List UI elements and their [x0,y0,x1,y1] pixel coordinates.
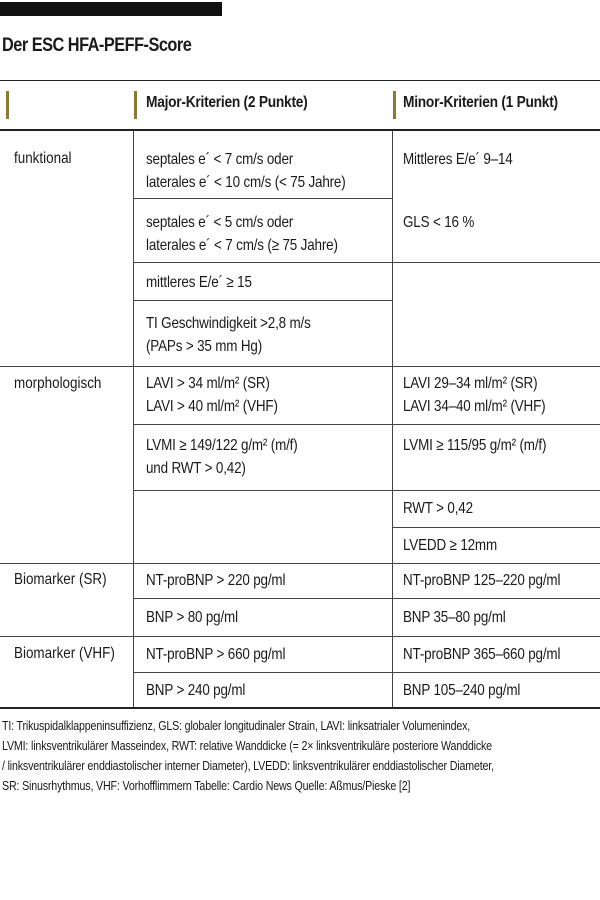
category-funktional: funktional [14,150,72,167]
table-cell: (PAPs > 35 mm Hg) [146,338,263,355]
table-cell: mittleres E/e´ ≥ 15 [146,274,252,291]
footnote-line: / linksventrikulärer enddiastolischer interner Diameter), LVEDD: linksventrikulärer enddiastolischer Diameter, [2,758,494,773]
col-line-2 [392,131,393,708]
top-black-bar [0,2,222,16]
category-biomarker-vhf: Biomarker (VHF) [14,645,115,662]
table-cell: BNP 35–80 pg/ml [403,609,506,626]
category-morphologisch: morphologisch [14,375,102,392]
row-line [392,527,600,528]
footnote-line: SR: Sinusrhythmus, VHF: Vorhofflimmern Tabelle: Cardio News Quelle: Aßmus/Pieske [2] [2,778,411,793]
table-cell: LAVI > 40 ml/m² (VHF) [146,398,278,415]
table-cell: NT-proBNP > 220 pg/ml [146,572,286,589]
table-cell: septales e´ < 7 cm/s oder [146,151,294,168]
col-line-1 [133,131,134,708]
header-accent-left [6,91,9,119]
table-cell: und RWT > 0,42) [146,460,246,477]
row-line [133,672,600,673]
table-cell: LVMI ≥ 115/95 g/m² (m/f) [403,437,547,454]
table-cell: NT-proBNP > 660 pg/ml [146,646,286,663]
table-cell: septales e´ < 5 cm/s oder [146,214,294,231]
category-biomarker-sr: Biomarker (SR) [14,571,107,588]
row-line [133,598,600,599]
table-cell: GLS < 16 % [403,214,475,231]
row-line [0,636,600,637]
header-accent-major [134,91,137,119]
row-line [133,490,600,491]
row-line [0,563,600,564]
table-cell: BNP 105–240 pg/ml [403,682,521,699]
footnote [2,716,576,796]
row-line [133,300,393,301]
header-top-rule [0,80,600,81]
table-cell: Mittleres E/e´ 9–14 [403,151,513,168]
table-cell: BNP > 240 pg/ml [146,682,246,699]
footnote-line: LVMI: linksventrikulärer Masseindex, RWT: relative Wanddicke (= 2× linksventrikuläre posteriore Wanddicke [2,738,492,753]
header-major: Major-Kriterien (2 Punkte) [146,94,308,111]
header-accent-minor [393,91,396,119]
row-line [133,262,600,263]
table-bottom-rule [0,707,600,709]
table-cell: TI Geschwindigkeit >2,8 m/s [146,315,311,332]
table-cell: NT-proBNP 125–220 pg/ml [403,572,561,589]
table-cell: LAVI 34–40 ml/m² (VHF) [403,398,546,415]
table-cell: LVEDD ≥ 12mm [403,537,497,554]
table-cell: NT-proBNP 365–660 pg/ml [403,646,561,663]
row-line [133,424,600,425]
table-cell: LAVI > 34 ml/m² (SR) [146,375,270,392]
footnote-line: TI: Trikuspidalklappeninsuffizienz, GLS: globaler longitudinaler Strain, LAVI: linksatrialer Volumenindex, [2,718,471,733]
table-cell: laterales e´ < 7 cm/s (≥ 75 Jahre) [146,237,338,254]
page-title: Der ESC HFA-PEFF-Score [2,35,192,56]
row-line [133,198,393,199]
table-cell: LAVI 29–34 ml/m² (SR) [403,375,538,392]
table-cell: RWT > 0,42 [403,500,473,517]
table-cell: BNP > 80 pg/ml [146,609,238,626]
table-cell: laterales e´ < 10 cm/s (< 75 Jahre) [146,174,346,191]
row-line [0,366,600,367]
header-bottom-rule [0,129,600,131]
header-minor: Minor-Kriterien (1 Punkt) [403,94,558,111]
table-cell: LVMI ≥ 149/122 g/m² (m/f) [146,437,298,454]
